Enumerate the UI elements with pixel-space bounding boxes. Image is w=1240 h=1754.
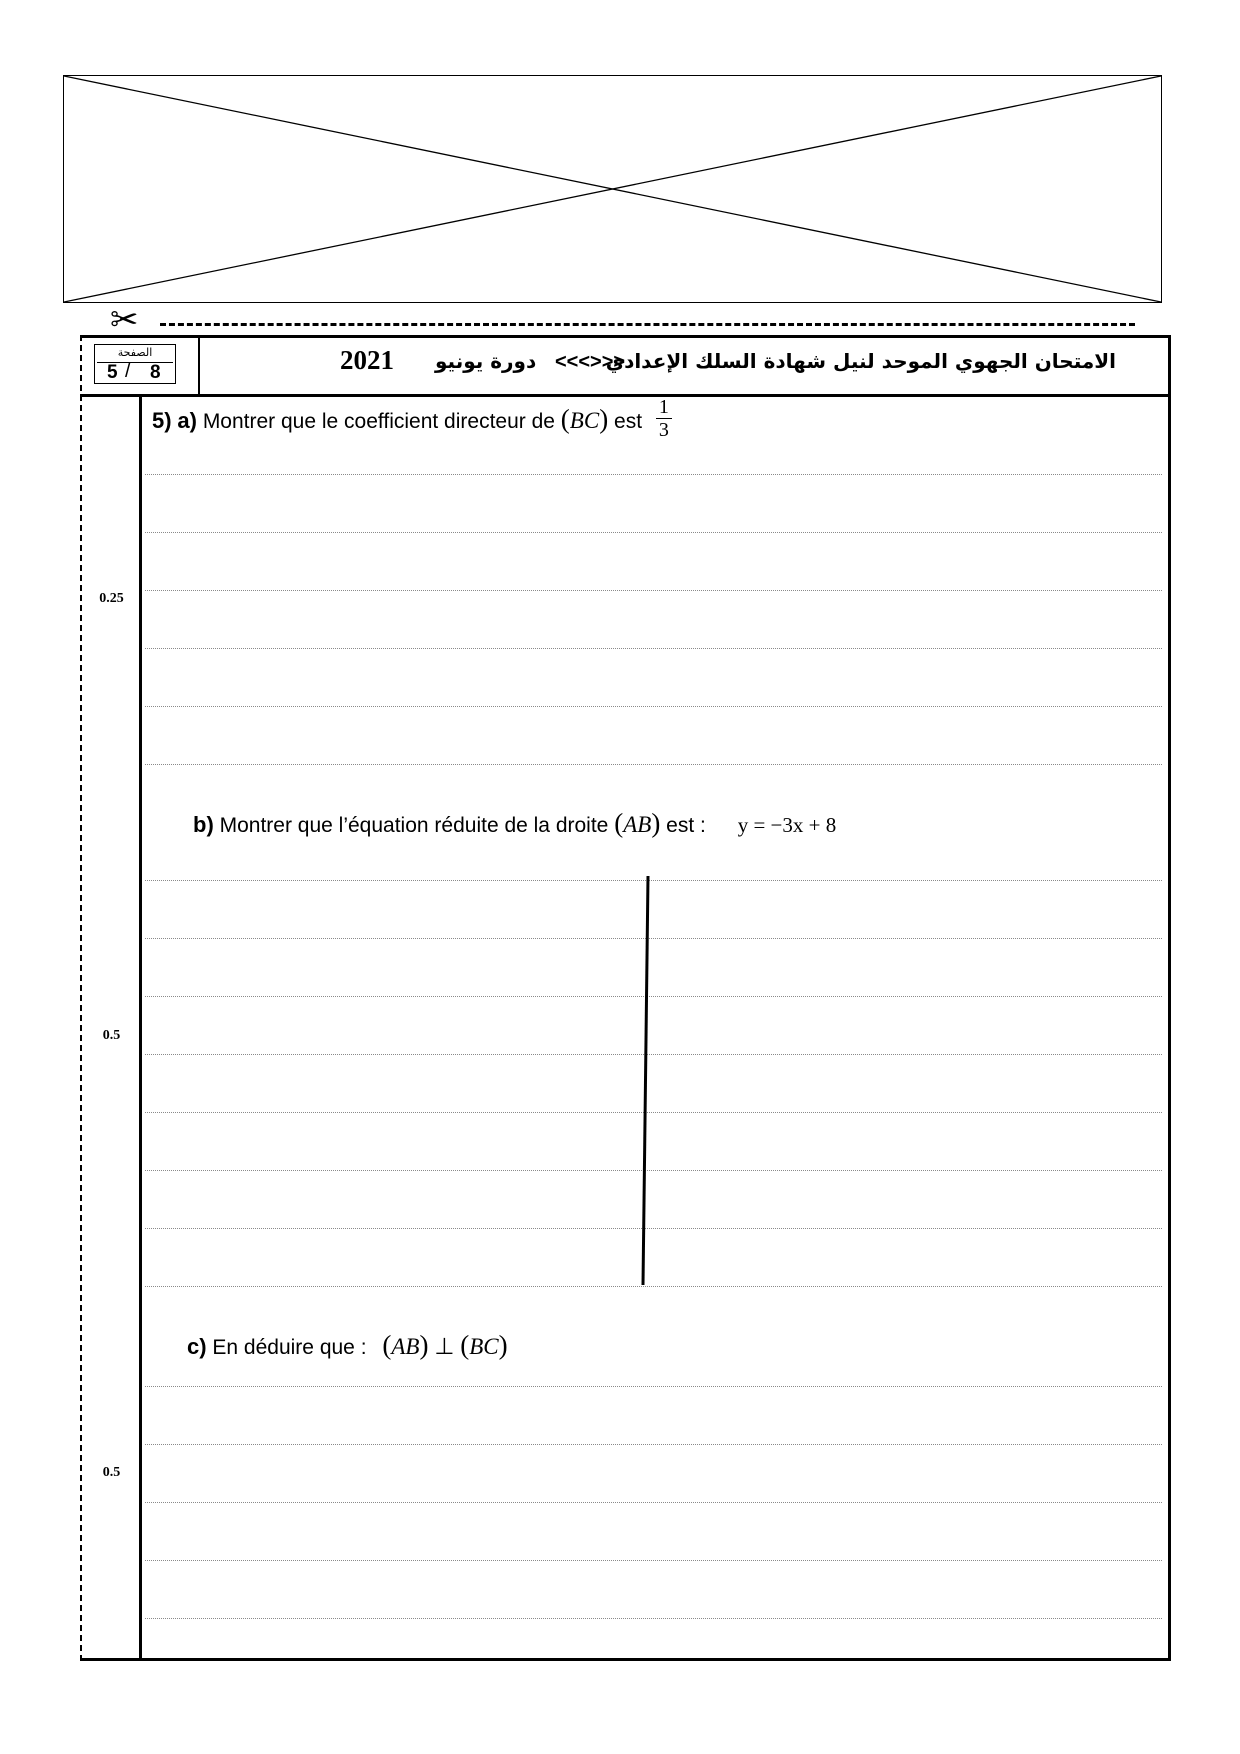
score-q5a: 0.25 — [99, 591, 124, 606]
answer-line — [145, 1386, 1162, 1387]
question-5c-text: En déduire que : — [212, 1336, 367, 1359]
answer-line — [145, 1560, 1162, 1561]
answer-line — [145, 1502, 1162, 1503]
question-5a-text: Montrer que le coefficient directeur de — [202, 410, 555, 434]
question-5b-text: Montrer que l’équation réduite de la droite — [219, 814, 609, 837]
answer-line — [145, 1228, 1162, 1229]
page-current: 5 — [107, 362, 118, 383]
header-separator: <<<>>> — [555, 351, 626, 373]
fraction-one-third — [656, 396, 672, 441]
question-5a-after: est — [614, 410, 643, 434]
answer-line — [145, 1286, 1162, 1287]
score-q5c: 0.5 — [102, 1465, 121, 1480]
line-bc: BC — [569, 408, 600, 434]
cut-line — [160, 323, 1135, 326]
page-total: 8 — [150, 362, 161, 383]
question-5c: c) En déduire que : (AB) ⊥ (BC) — [187, 1330, 508, 1360]
question-number: 5) — [152, 408, 172, 434]
scissors-icon: ✂ — [110, 300, 139, 340]
answer-line — [145, 1618, 1162, 1619]
answer-line — [145, 764, 1162, 765]
question-part-c: c) — [187, 1334, 207, 1359]
question-5b: b) Montrer que l’équation réduite de la droite (AB) est : y = −3x + 8 — [193, 808, 837, 838]
crossed-out-box — [63, 75, 1162, 303]
question-part-a: a) — [177, 408, 197, 434]
score-q5b: 0.5 — [102, 1028, 121, 1043]
page-number-cell — [80, 335, 200, 394]
answer-line — [145, 1444, 1162, 1445]
equation-ab: y = −3x + 8 — [737, 813, 837, 837]
page-number-box — [94, 344, 176, 384]
answer-line — [145, 1054, 1162, 1055]
line-bc-c: BC — [469, 1334, 499, 1359]
line-ab-c: AB — [391, 1334, 420, 1359]
answer-line — [145, 938, 1162, 939]
answer-line — [145, 1112, 1162, 1113]
page-label: الصفحة — [117, 346, 153, 359]
exam-title: الامتحان الجهوي الموحد لنيل شهادة السلك الإعدادي — [605, 349, 1116, 373]
answer-line — [145, 474, 1162, 475]
frame-left-border — [80, 335, 82, 1661]
answer-line — [145, 880, 1162, 881]
line-ab: AB — [623, 812, 652, 837]
answer-line — [145, 648, 1162, 649]
answer-line — [145, 996, 1162, 997]
question-5b-after: est : — [666, 814, 706, 837]
answer-line — [145, 532, 1162, 533]
session-year: 2021 — [340, 345, 394, 375]
cross-lines — [64, 76, 1161, 302]
answer-frame — [80, 335, 1171, 1661]
answer-line — [145, 590, 1162, 591]
answer-line — [145, 1170, 1162, 1171]
fraction-numerator: 1 — [656, 396, 672, 419]
session-label: دورة يونيو — [435, 349, 537, 373]
score-column-divider — [139, 397, 142, 1661]
question-5a: 5) a) Montrer que le coefficient directeur de (BC) est $\frac{1}{3}$ — [152, 400, 672, 445]
answer-line — [145, 706, 1162, 707]
exam-header — [80, 335, 1171, 397]
question-part-b: b) — [193, 812, 214, 837]
perpendicular-symbol: ⊥ — [434, 1334, 455, 1359]
fraction-denominator: 3 — [658, 419, 669, 441]
page-numbers — [95, 362, 175, 382]
page-slash: / — [125, 360, 131, 382]
